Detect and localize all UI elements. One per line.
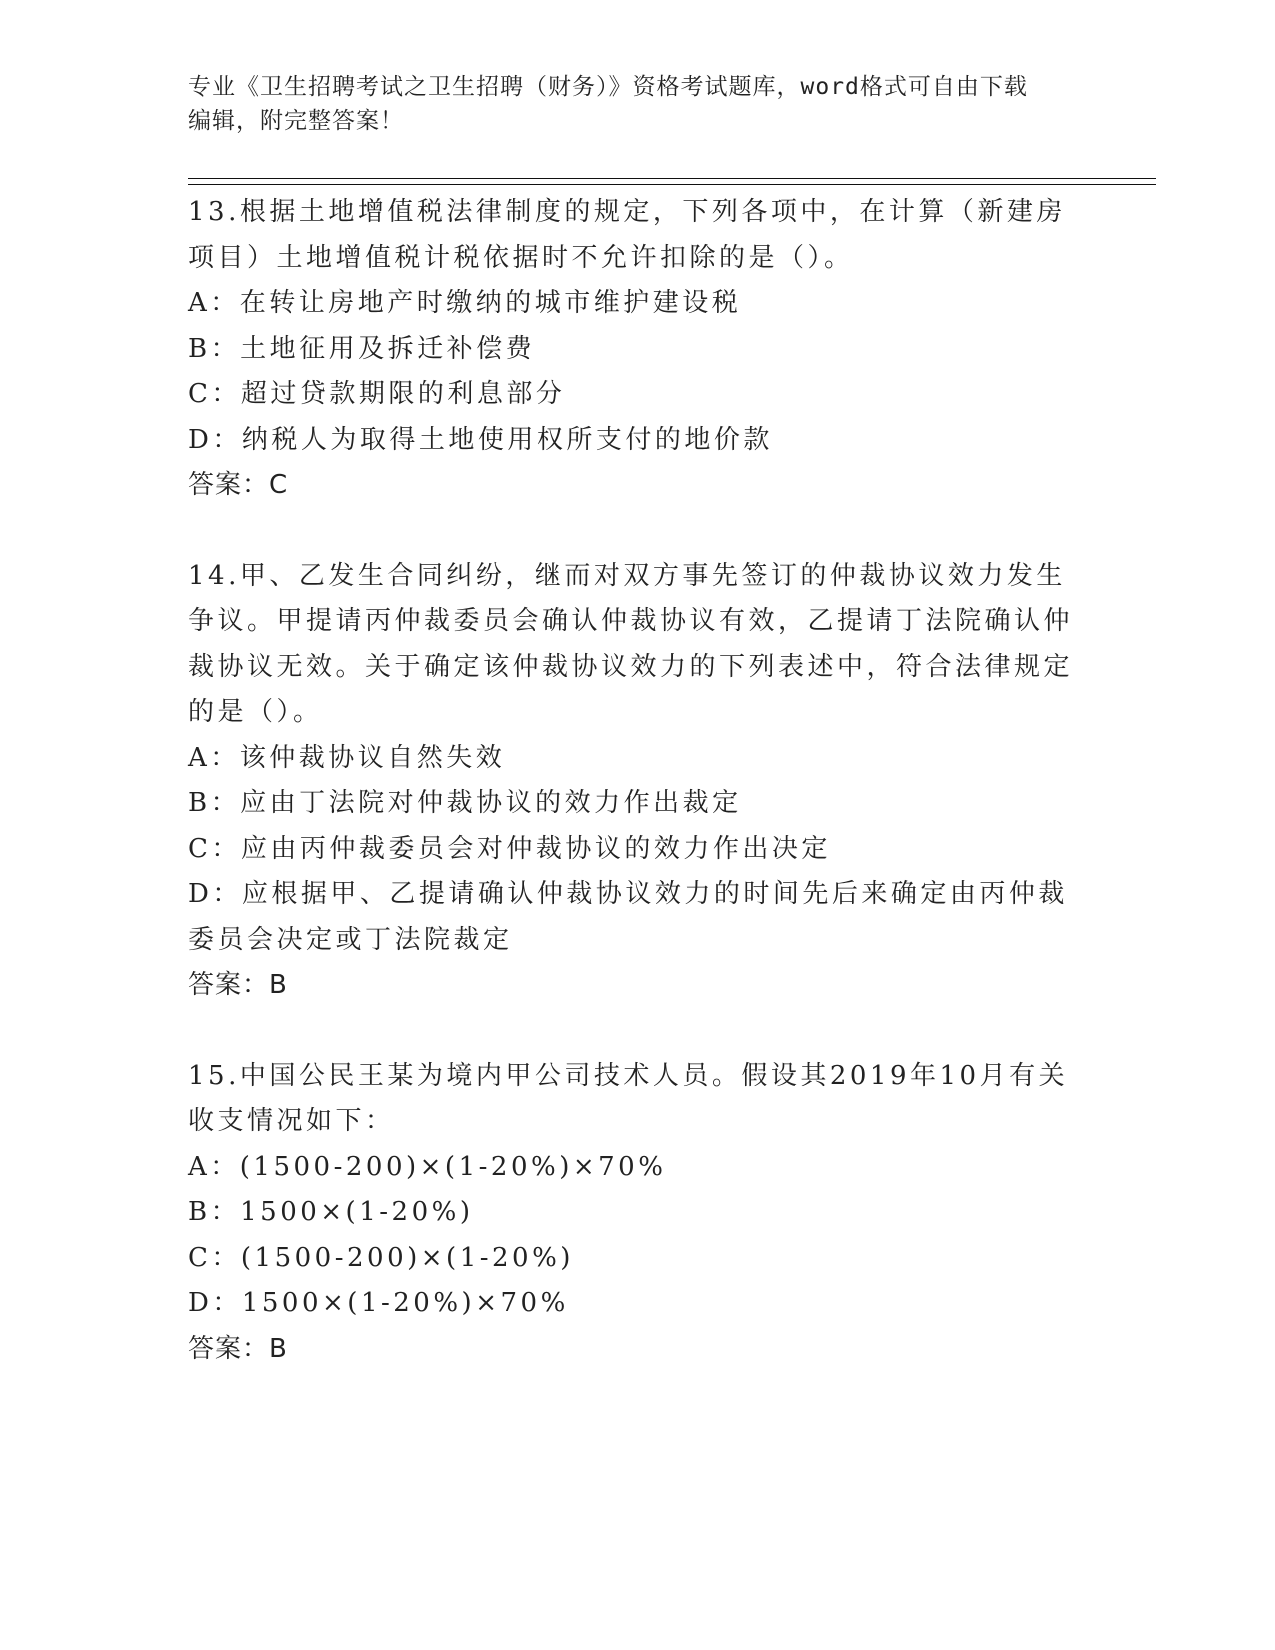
option-b: B：1500×(1-20%) [188, 1197, 474, 1227]
header-rule-top [188, 178, 1156, 179]
header-rule-bottom [188, 184, 1156, 185]
question-13 [188, 190, 1088, 509]
question-text: 15.中国公民王某为境内甲公司技术人员。假设其2019年10月有关收支情况如下： [188, 1060, 1069, 1136]
document-header [188, 70, 1088, 138]
option-a: A：(1500-200)×(1-20%)×70% [188, 1151, 667, 1182]
question-15 [188, 1054, 1088, 1373]
answer: 答案：C [188, 470, 289, 500]
option-a: A：在转让房地产时缴纳的城市维护建设税 [188, 288, 742, 318]
header-line-1: 专业《卫生招聘考试之卫生招聘（财务）》资格考试题库，word格式可自由下载 [188, 74, 1028, 100]
option-b: B：应由丁法院对仲裁协议的效力作出裁定 [188, 788, 742, 818]
question-text: 13.根据土地增值税法律制度的规定，下列各项中，在计算（新建房项目）土地增值税计税依据时不允许扣除的是（）。 [188, 197, 1066, 273]
option-d: D：应根据甲、乙提请确认仲裁协议效力的时间先后来确定由丙仲裁委员会决定或丁法院裁定 [188, 879, 1068, 955]
question-gap [188, 509, 1088, 554]
option-b: B：土地征用及拆迁补偿费 [188, 333, 536, 364]
header-line-2: 编辑，附完整答案！ [188, 108, 404, 134]
question-gap [188, 1009, 1088, 1054]
option-a: A：该仲裁协议自然失效 [188, 742, 506, 773]
option-c: C：(1500-200)×(1-20%) [188, 1242, 574, 1273]
question-14 [188, 554, 1088, 1009]
option-c: C：应由丙仲裁委员会对仲裁协议的效力作出决定 [188, 833, 831, 864]
answer: 答案：B [188, 970, 288, 1000]
answer: 答案：B [188, 1333, 288, 1364]
question-text: 14.甲、乙发生合同纠纷，继而对双方事先签订的仲裁协议效力发生争议。甲提请丙仲裁委员会确认仲裁协议有效，乙提请丁法院确认仲裁协议无效。关于确定该仲裁协议效力的下列表述中，符合法律规定的是（）。 [188, 560, 1074, 727]
option-d: D：纳税人为取得土地使用权所支付的地价款 [188, 424, 773, 455]
option-d: D：1500×(1-20%)×70% [188, 1288, 569, 1318]
option-c: C：超过贷款期限的利息部分 [188, 379, 566, 409]
question-list [188, 190, 1088, 1372]
